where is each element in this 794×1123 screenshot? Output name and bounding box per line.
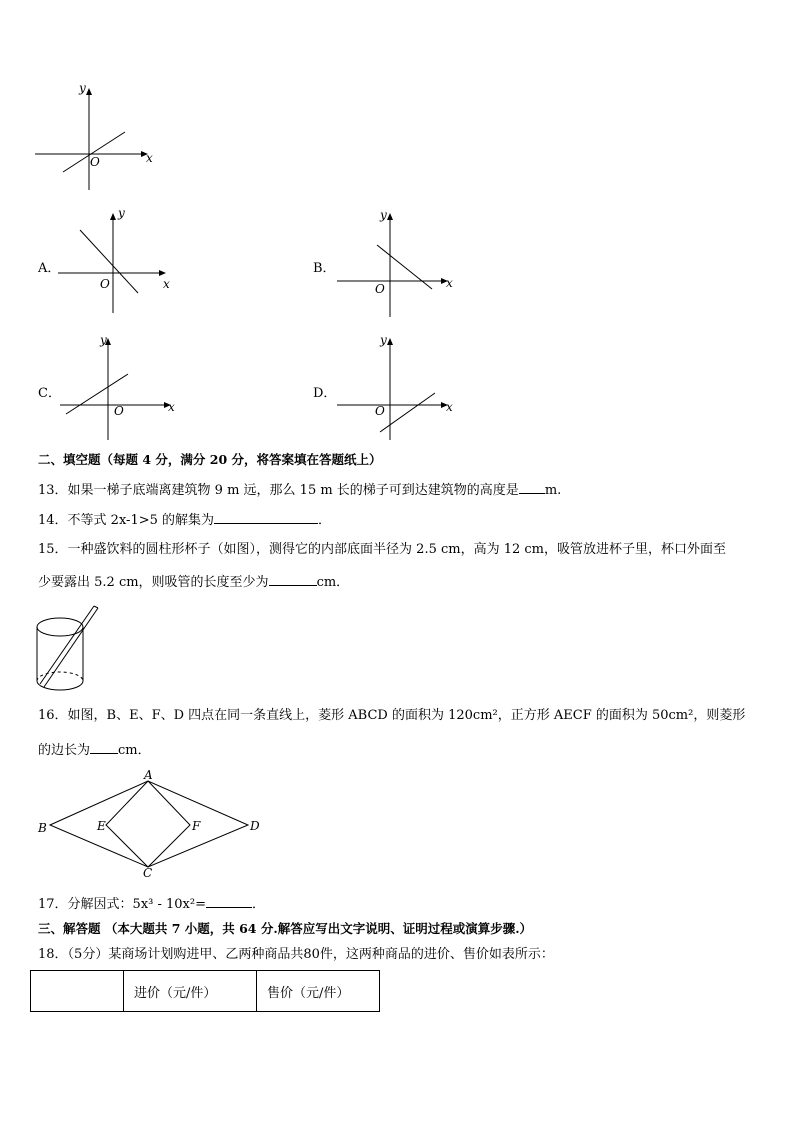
origin-label: O [114,404,124,418]
question-13-text: 13．如果一梯子底端离建筑物 9 m 远，那么 15 m 长的梯子可到达建筑物的高度是 [38,483,519,498]
section-3-heading: 三、解答题 （本大题共 7 小题，共 64 分.解答应写出文字说明、证明过程或演算步骤.） [38,921,533,936]
answer-blank [269,571,317,586]
question-14-tail: ． [318,513,332,528]
question-17 [38,893,265,914]
question-14-text: 14．不等式 2x-1>5 的解集为 [38,513,215,528]
table-header-cell: 进价（元/件） [124,971,257,1012]
option-c-graph [58,330,183,445]
table-header-cell: 售价（元/件） [257,971,380,1012]
question-15-line-1: 15．一种盛饮料的圆柱形杯子（如图），测得它的内部底面半径为 2.5 cm，高为 12 cm，吸管放进杯子里，杯口外面至 [38,542,727,557]
table-row [31,971,380,1012]
question-16-line-1: 16．如图，B、E、F、D 四点在同一条直线上，菱形 ABCD 的面积为 120cm²，正方形 AECF 的面积为 50cm²，则菱形 [38,708,746,723]
option-d-graph [335,330,460,445]
rhombus-square-figure [30,765,270,880]
section-2-heading: 二、填空题（每题 4 分，满分 20 分，将答案填在答题纸上） [38,452,382,467]
origin-label: O [375,282,385,296]
axis-x-label: x [146,151,153,165]
question-17-tail: ． [252,897,266,912]
question-15-line-2 [38,571,349,592]
origin-label: O [100,277,110,291]
answer-blank [90,739,118,754]
question-14 [38,509,331,530]
question-15-text: 少要露出 5.2 cm，则吸管的长度至少为 [38,575,269,590]
table-header-cell [31,971,124,1012]
option-b-label: B． [313,261,336,276]
point-f-label: F [192,819,201,833]
price-table [30,970,380,1012]
question-16-line-2 [38,739,151,760]
cup-with-straw-figure [30,600,110,700]
question-18: 18．（5分）某商场计划购进甲、乙两种商品共80件，这两种商品的进价、售价如表所示： [38,947,554,962]
option-a-label: A． [38,261,61,276]
origin-label: O [90,155,100,169]
axis-x-label: x [163,277,170,291]
reference-graph [30,80,160,195]
point-a-label: A [144,768,153,782]
answer-blank [206,893,252,908]
axis-y-label: y [380,208,387,222]
axis-y-label: y [118,206,125,220]
point-c-label: C [143,866,153,880]
answer-blank [214,509,318,524]
point-d-label: D [250,819,260,833]
option-d-label: D． [313,386,337,401]
question-17-text: 17．分解因式：5x³ - 10x²= [38,897,206,912]
question-16-tail: cm． [118,743,151,758]
point-e-label: E [97,819,106,833]
axis-y-label: y [100,333,107,347]
option-a-graph [58,205,178,315]
axis-x-label: x [446,400,453,414]
axis-x-label: x [446,276,453,290]
option-b-graph [335,205,460,320]
axis-y-label: y [79,81,86,95]
axis-y-label: y [380,333,387,347]
question-13 [38,479,561,500]
option-c-label: C． [38,386,61,401]
point-b-label: B [38,821,47,835]
axis-x-label: x [168,400,175,414]
answer-blank [519,479,545,494]
question-15-tail: cm． [316,575,350,590]
origin-label: O [375,404,385,418]
question-16-text: 的边长为 [38,743,91,758]
question-13-tail: m. [544,483,562,498]
